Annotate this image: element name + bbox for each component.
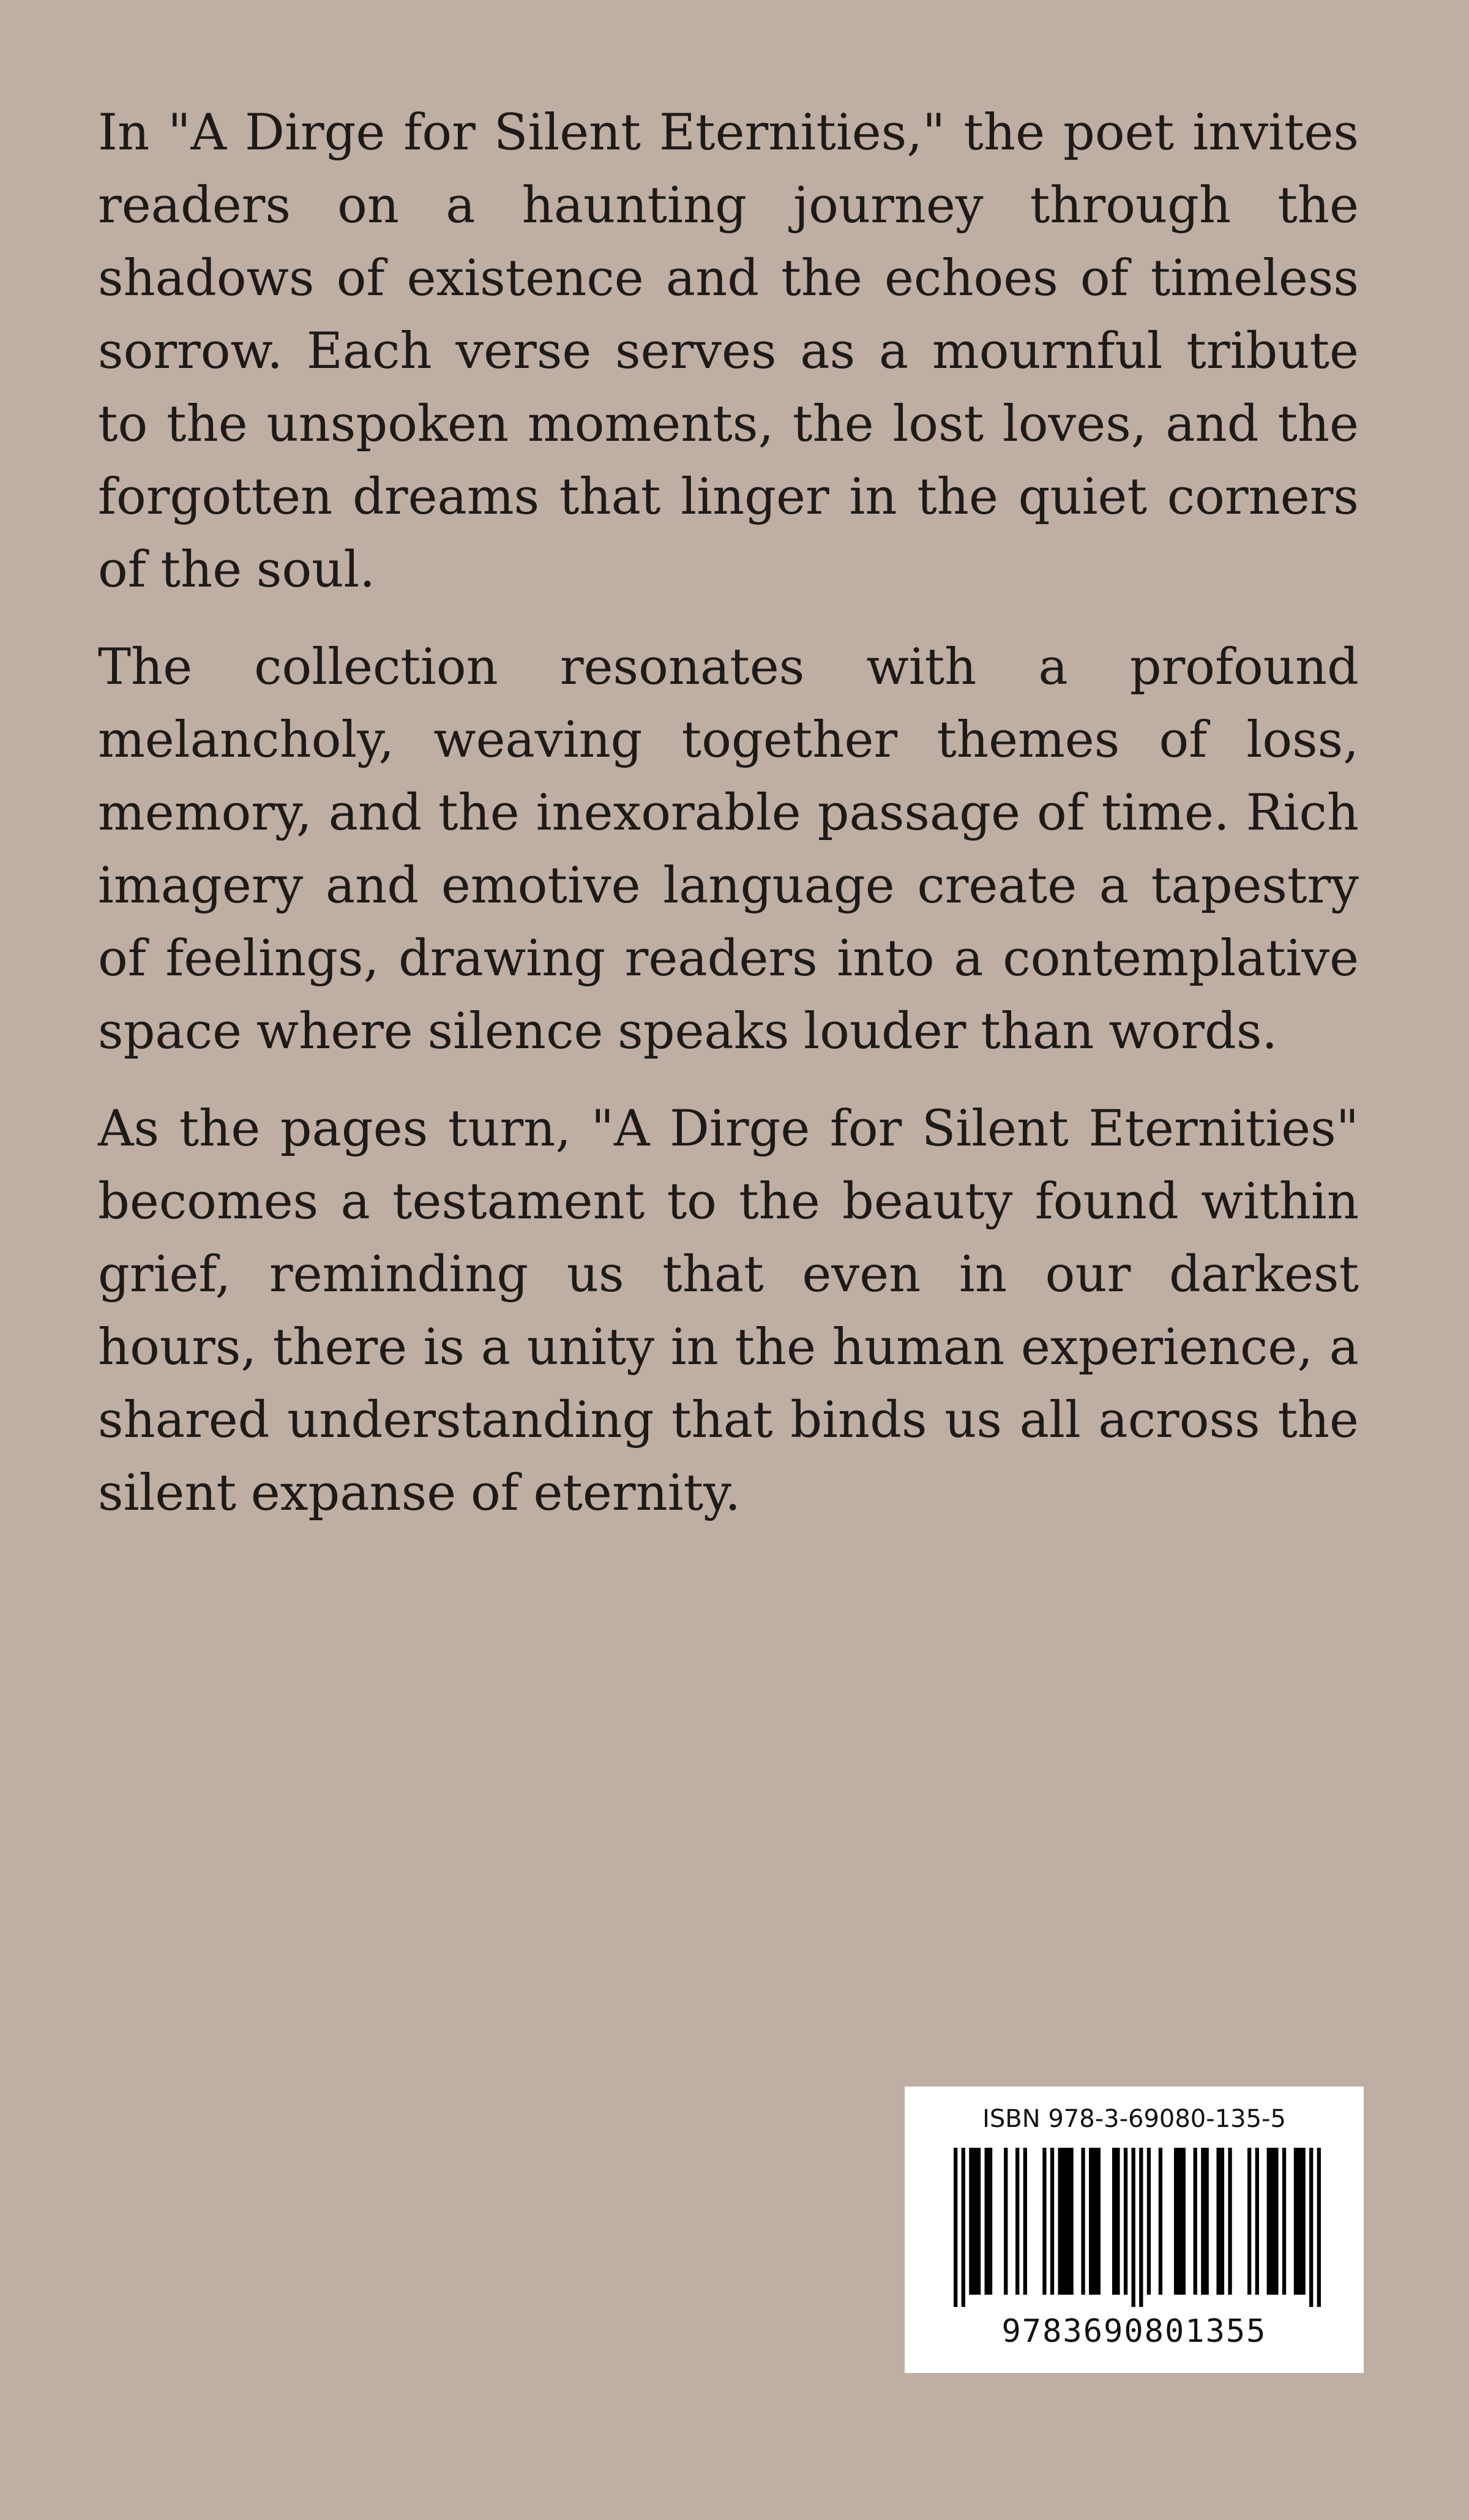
barcode-bar-2 <box>969 2148 981 2295</box>
barcode-bar-4 <box>1004 2148 1007 2295</box>
barcode-bar-12 <box>1112 2148 1120 2295</box>
barcode-bar-28 <box>1309 2148 1313 2307</box>
barcode-bar-13 <box>1124 2148 1127 2295</box>
barcode-bar-6 <box>1023 2148 1027 2295</box>
barcode-bar-15 <box>1139 2148 1143 2307</box>
barcode-bar-11 <box>1089 2148 1101 2295</box>
barcode-bar-0 <box>954 2148 957 2307</box>
barcode-bar-1 <box>962 2148 965 2307</box>
blurb-paragraph-1: In "A Dirge for Silent Eternities," the poet invites readers on a haunting journey through the shadows of existence and the echoes of timeless sorrow. Each verse serves as a mournful tribute to the unspoken moments, the lost loves, and the forgotten dreams that linger in the quiet corners of the soul. <box>98 104 1359 599</box>
barcode-bar-24 <box>1255 2148 1259 2295</box>
barcode-bar-21 <box>1216 2148 1224 2295</box>
barcode-bar-17 <box>1159 2148 1162 2295</box>
ean-digits: 9783690801355 <box>1001 2313 1267 2350</box>
barcode-bar-20 <box>1201 2148 1209 2295</box>
barcode-bar-9 <box>1058 2148 1074 2295</box>
barcode-bar-7 <box>1042 2148 1046 2295</box>
back-cover-blurb <box>98 97 1359 1554</box>
barcode-bar-18 <box>1174 2148 1186 2295</box>
barcode-bar-25 <box>1267 2148 1279 2295</box>
barcode-bar-26 <box>1282 2148 1286 2295</box>
blurb-paragraph-3: As the pages turn, "A Dirge for Silent Eternities" becomes a testament to the beauty found within grief, reminding us that even in our darkest hours, there is a unity in the human experience, a shared understanding that binds us all across the silent expanse of eternity. <box>98 1100 1359 1522</box>
barcode-bar-23 <box>1247 2148 1251 2295</box>
barcode-bar-16 <box>1147 2148 1151 2295</box>
barcode-bar-29 <box>1317 2148 1321 2307</box>
barcode-bar-3 <box>985 2148 993 2295</box>
isbn-label: ISBN 978-3-69080-135-5 <box>982 2105 1286 2133</box>
barcode-bar-14 <box>1132 2148 1135 2307</box>
barcode-bar-19 <box>1194 2148 1197 2295</box>
isbn-barcode-box <box>905 2087 1364 2373</box>
blurb-paragraph-2: The collection resonates with a profound melancholy, weaving together themes of loss, memory, and the inexorable passage of time. Rich imagery and emotive language create a tapestry of feelings, drawing readers into a contemplative space where silence speaks louder than words. <box>98 639 1359 1060</box>
barcode-bar-27 <box>1294 2148 1306 2295</box>
barcode-bar-10 <box>1081 2148 1085 2295</box>
barcode-bars <box>954 2148 1321 2307</box>
barcode-bar-22 <box>1228 2148 1232 2295</box>
barcode-bar-8 <box>1050 2148 1054 2295</box>
barcode-bar-5 <box>1015 2148 1019 2295</box>
